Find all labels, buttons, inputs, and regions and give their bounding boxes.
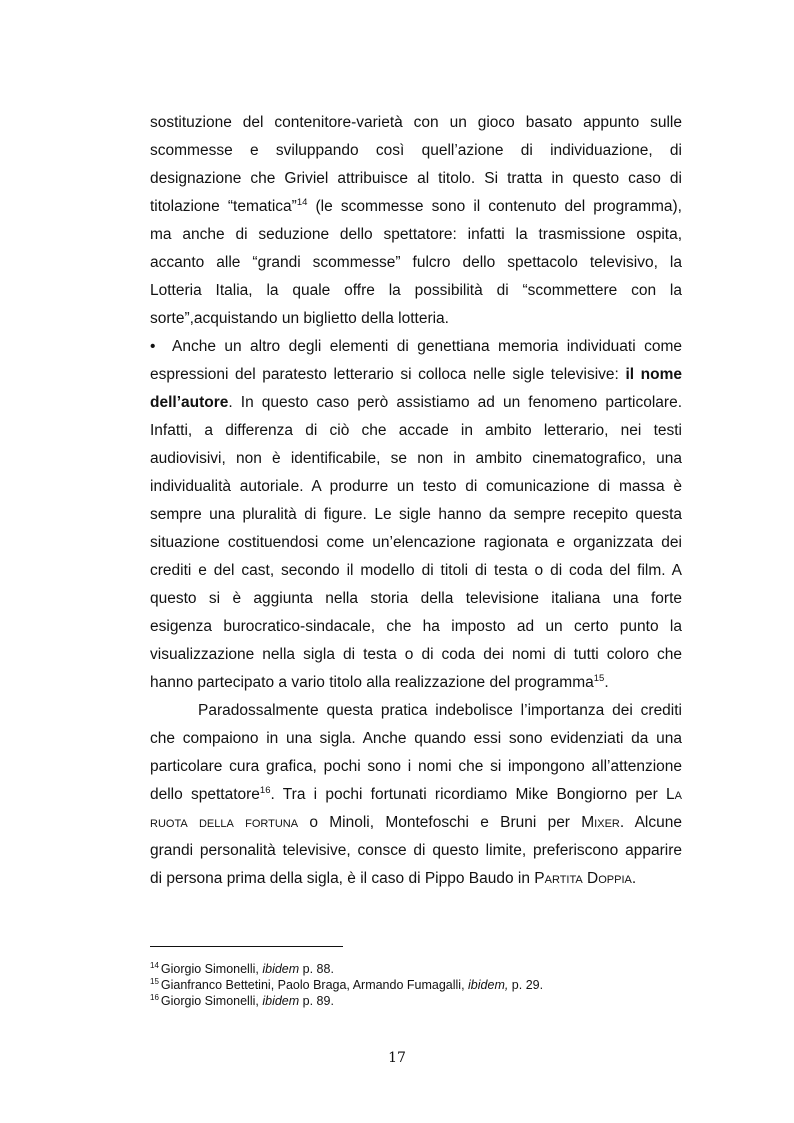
text-line: dello spettatore$^{16}$. Tra i pochi fortunati ricordiamo Mike Bongiorno per La (150, 785, 682, 803)
text-line: accanto alle “grandi scommesse” fulcro dello spettacolo televisivo, la (150, 254, 682, 271)
text-line: audiovisivi, non è identificabile, se non in ambito cinematografico, una (150, 450, 682, 467)
text-line: ruota della fortuna o Minoli, Montefoschi e Bruni per Mixer. Alcune (150, 814, 682, 831)
footnote-ref[interactable]: 16 (259, 785, 271, 796)
text-line: titolazione “tematica”$^{14}$ (le scommesse sono il contenuto del programma), (150, 197, 682, 215)
footnote: $^{14}$ Giorgio Simonelli, ibidem p. 88. (150, 961, 334, 976)
text-line: Lotteria Italia, la quale offre la possibilità di “scommettere con la (150, 282, 682, 299)
footnote: $^{15}$ Gianfranco Bettetini, Paolo Braga, Armando Fumagalli, ibidem, p. 29. (150, 977, 544, 992)
text-line: espressioni del paratesto letterario si colloca nelle sigle televisive: il nome (150, 366, 682, 383)
footnote-separator (150, 946, 343, 947)
bullet-icon: • (150, 338, 156, 355)
text-line: Paradossalmente questa pratica indebolisce l’importanza dei crediti (198, 702, 682, 719)
text-line: questo si è aggiunta nella storia della televisione italiana una forte (150, 590, 682, 607)
text-line: hanno partecipato a vario titolo alla realizzazione del programma$^{15}$. (150, 673, 609, 691)
text-line: sempre una pluralità di figure. Le sigle hanno da sempre recepito questa (150, 506, 682, 523)
page-number: 17 (388, 1050, 406, 1066)
text-line: visualizzazione nella sigla di testa o di coda dei nomi di tutti coloro che (150, 646, 682, 663)
text-line: scommesse e sviluppando così quell’azione di individuazione, di (150, 142, 682, 159)
footnote: $^{16}$ Giorgio Simonelli, ibidem p. 89. (150, 993, 334, 1008)
text-line: che compaiono in una sigla. Anche quando essi sono evidenziati da una (150, 730, 682, 747)
text-line: situazione costituendosi come un’elencazione ragionata e organizzata dei (150, 534, 682, 551)
text-line: dell’autore. In questo caso però assistiamo ad un fenomeno particolare. (150, 394, 682, 411)
text-line: crediti e del cast, secondo il modello di titoli di testa o di coda del film. A (150, 562, 682, 579)
footnote-ref[interactable]: 15 (593, 673, 605, 684)
footnote-ref[interactable]: 14 (296, 197, 308, 208)
text-line: designazione che Griviel attribuisce al titolo. Si tratta in questo caso di (150, 170, 682, 187)
text-line: esigenza burocratico-sindacale, che ha imposto ad un certo punto la (150, 618, 682, 635)
text-line: grandi personalità televisive, consce di questo limite, preferiscono apparire (150, 842, 682, 859)
text-line: particolare cura grafica, pochi sono i nomi che si impongono all’attenzione (150, 758, 682, 775)
text-line: Anche un altro degli elementi di genettiana memoria individuati come (172, 338, 682, 355)
text-line: sostituzione del contenitore-varietà con un gioco basato appunto sulle (150, 114, 682, 131)
text-line: ma anche di seduzione dello spettatore: infatti la trasmissione ospita, (150, 226, 682, 243)
text-line: sorte”,acquistando un biglietto della lotteria. (150, 310, 449, 327)
text-line: Infatti, a differenza di ciò che accade in ambito letterario, nei testi (150, 422, 682, 439)
text-line: di persona prima della sigla, è il caso di Pippo Baudo in Partita Doppia. (150, 870, 637, 887)
text-line: individualità autoriale. A produrre un testo di comunicazione di massa è (150, 478, 682, 495)
